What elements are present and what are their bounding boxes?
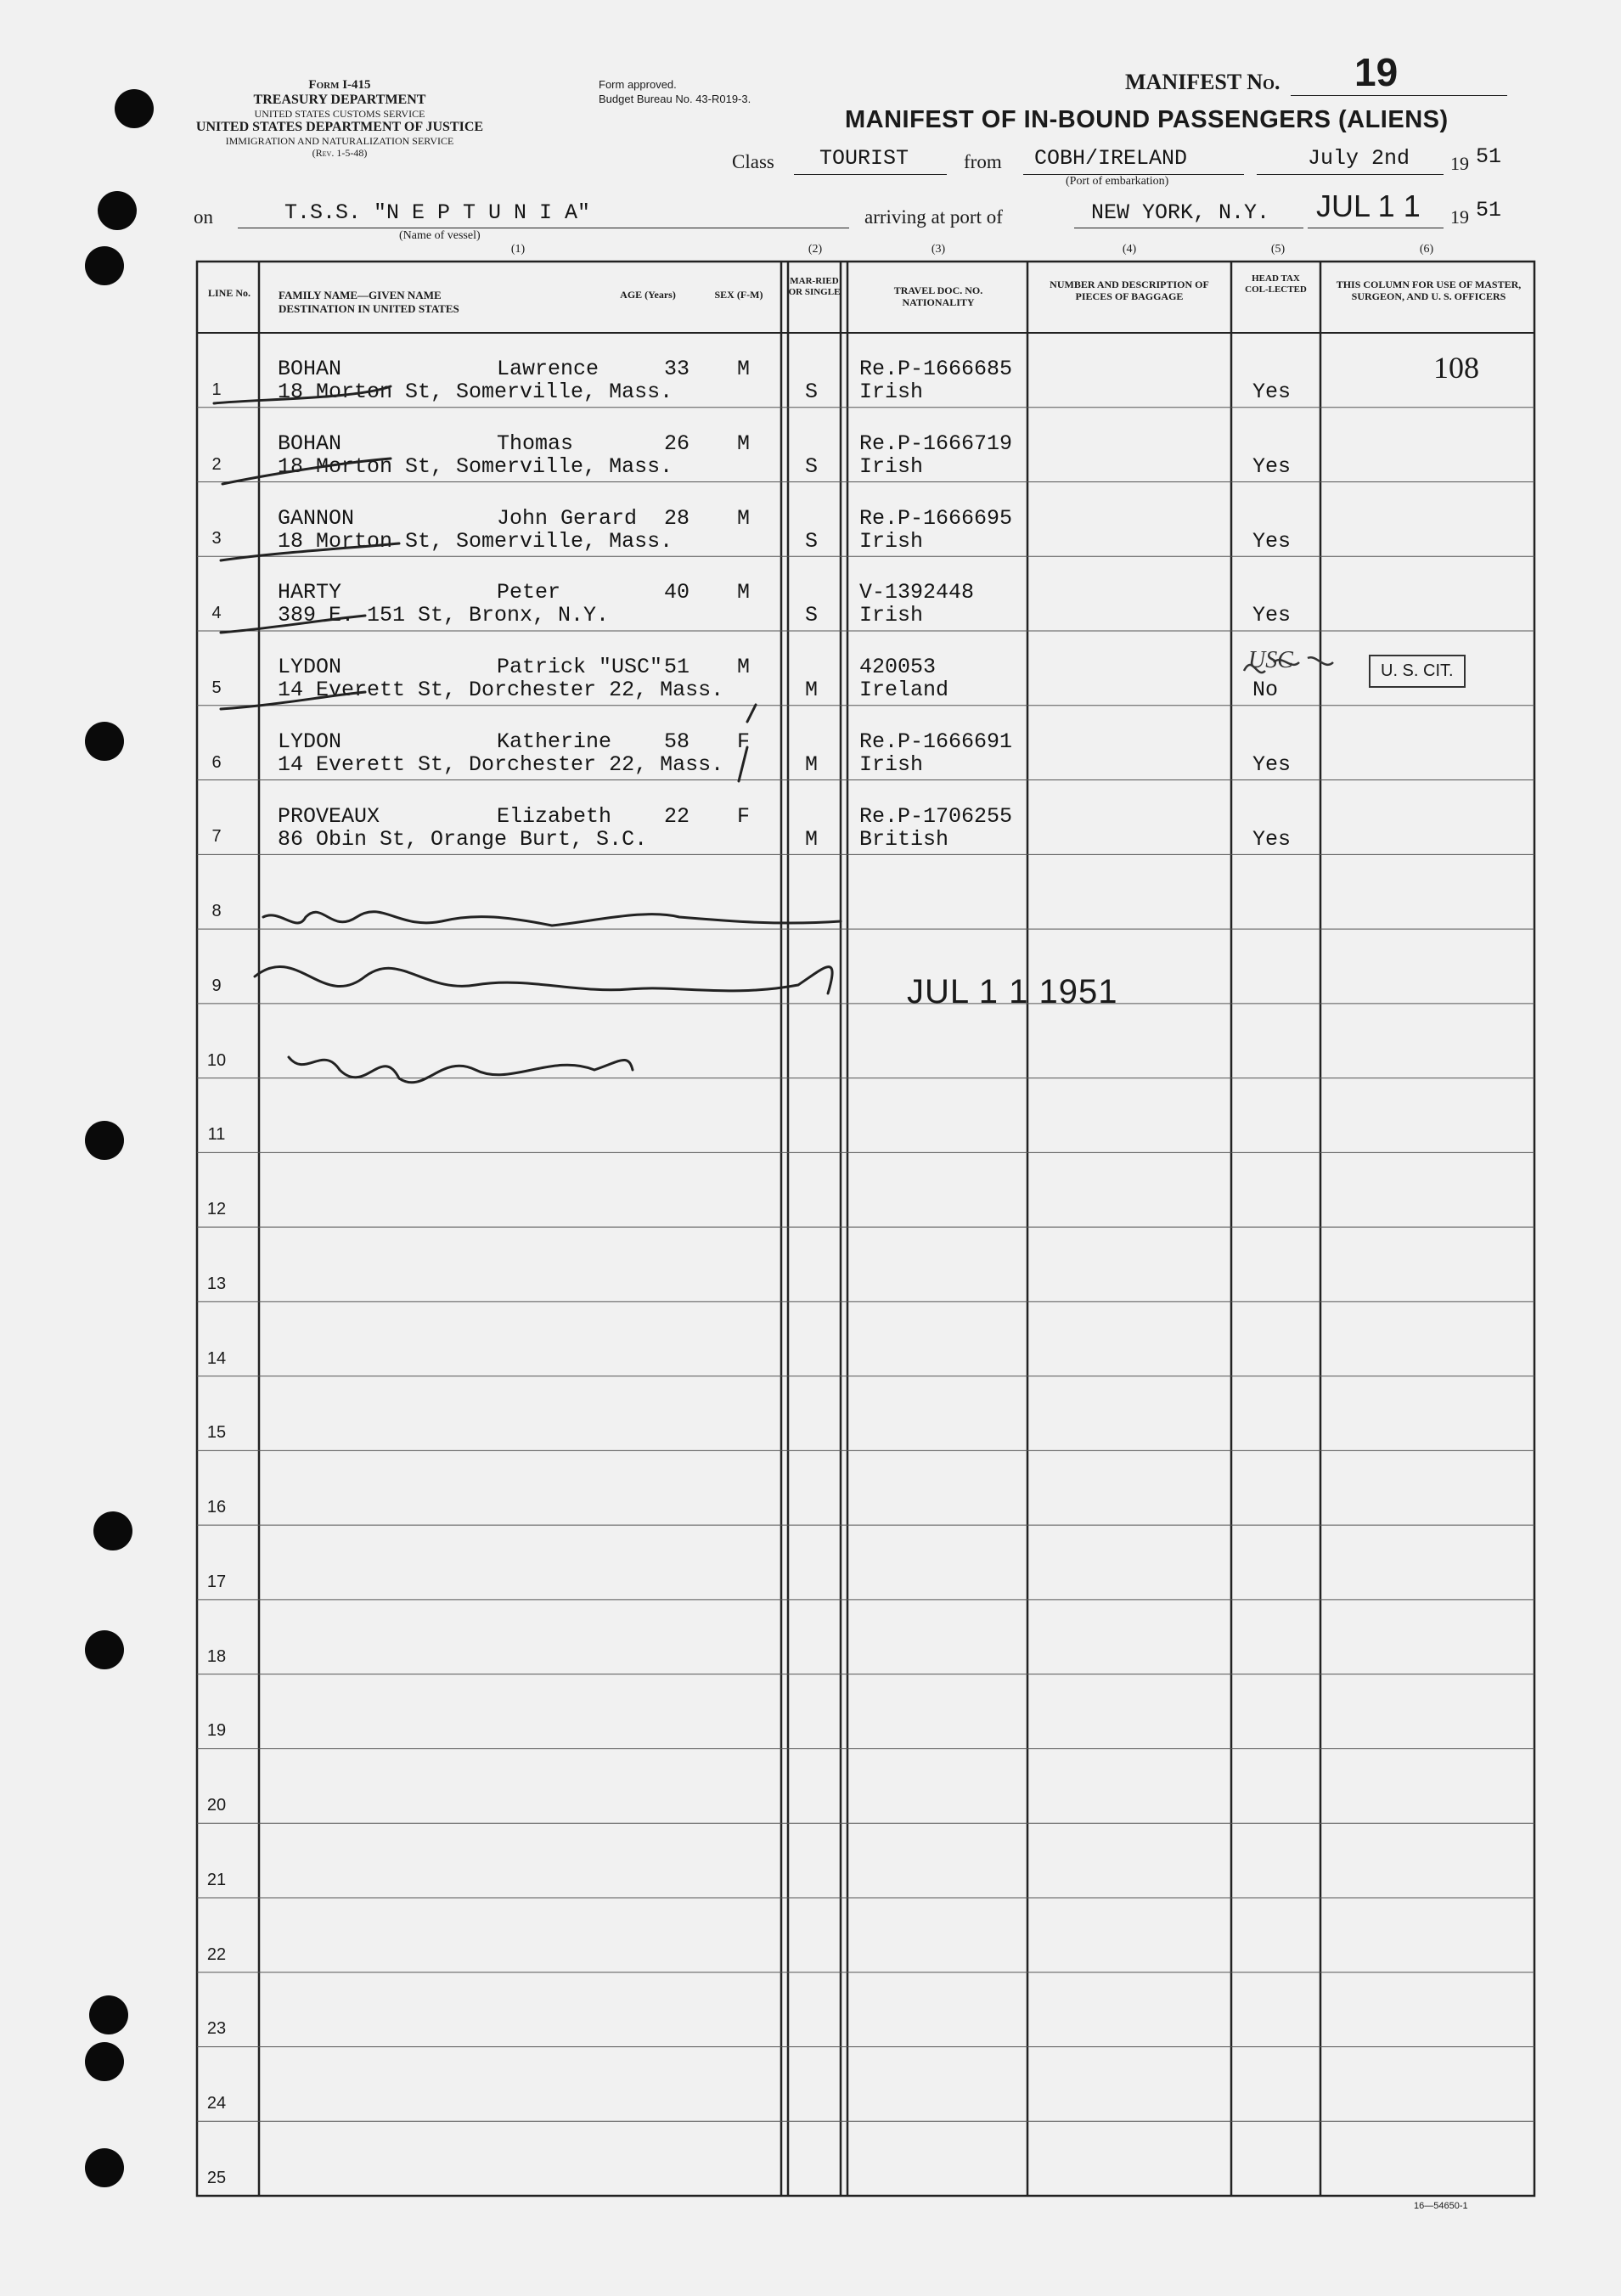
colnum-5: (5) xyxy=(1270,243,1286,256)
destination: 18 Morton St, Somerville, Mass. xyxy=(278,528,673,554)
sex: M xyxy=(737,430,751,456)
marital-status: S xyxy=(805,528,819,554)
arriving-label: arriving at port of xyxy=(864,206,1003,228)
manifest-number-label: MANIFEST No. xyxy=(1125,70,1280,94)
col-line-no: LINE No. xyxy=(207,287,250,299)
marital-status: M xyxy=(805,751,819,777)
travel-doc: 420053 xyxy=(859,655,937,680)
marital-status: M xyxy=(805,678,819,703)
arrival-date-stamp: JUL 1 1 xyxy=(1316,189,1421,223)
nationality: Ireland xyxy=(859,678,949,703)
line-number: 23 xyxy=(206,2019,227,2039)
given-name: Patrick "USC" xyxy=(497,655,663,680)
sex: M xyxy=(737,655,751,680)
given-name: Thomas xyxy=(497,430,574,456)
arrival-year-prefix: 19 xyxy=(1450,206,1469,228)
family-name: LYDON xyxy=(278,655,342,680)
line-number: 22 xyxy=(206,1944,227,1964)
arrival-port: NEW YORK, N.Y. xyxy=(1091,200,1270,225)
official-count: 108 xyxy=(1433,351,1479,385)
form-number: Form I-415 xyxy=(308,78,371,92)
family-name: BOHAN xyxy=(278,357,342,381)
line-number: 20 xyxy=(206,1796,227,1815)
sex: M xyxy=(737,505,751,531)
nationality: Irish xyxy=(859,603,924,628)
line-number: 6 xyxy=(211,752,222,772)
line-number: 10 xyxy=(206,1050,227,1070)
head-tax: Yes xyxy=(1252,603,1292,628)
head-tax: Yes xyxy=(1252,453,1292,479)
year-value: 51 xyxy=(1476,144,1502,169)
age: 22 xyxy=(664,803,690,829)
given-name: Lawrence xyxy=(497,357,599,381)
from-value: COBH/IRELAND xyxy=(1034,146,1188,171)
line-number: 2 xyxy=(211,454,222,474)
marital-status: S xyxy=(805,380,819,404)
col-official: THIS COLUMN FOR USE OF MASTER, SURGEON, AND U. S. OFFICERS xyxy=(1336,279,1522,303)
col-destination: DESTINATION IN UNITED STATES xyxy=(279,302,459,315)
age: 33 xyxy=(664,357,690,381)
line-number: 11 xyxy=(207,1125,226,1145)
head-tax: Yes xyxy=(1252,380,1292,404)
line-number: 7 xyxy=(211,827,222,847)
col-sex: SEX (F-M) xyxy=(714,289,763,301)
line-number: 15 xyxy=(206,1423,227,1443)
line-number: 1 xyxy=(211,380,222,399)
family-name: HARTY xyxy=(278,580,342,605)
from-label: from xyxy=(964,151,1002,172)
destination: 86 Obin St, Orange Burt, S.C. xyxy=(278,826,648,852)
line-number: 24 xyxy=(206,2094,227,2113)
destination: 18 Morton St, Somerville, Mass. xyxy=(278,380,673,404)
travel-doc: Re.P-1666719 xyxy=(859,430,1013,456)
col-travel-doc: TRAVEL DOC. NO. NATIONALITY xyxy=(893,284,983,309)
line-number: 16 xyxy=(206,1498,227,1517)
marital-status: M xyxy=(805,826,819,852)
col-age: AGE (Years) xyxy=(620,289,676,301)
line-number: 19 xyxy=(206,1721,227,1741)
travel-doc: Re.P-1666685 xyxy=(859,357,1013,381)
family-name: GANNON xyxy=(278,505,355,531)
age: 51 xyxy=(664,655,690,680)
age: 40 xyxy=(664,580,690,605)
year-prefix: 19 xyxy=(1450,153,1469,174)
citizenship-stamp: U. S. CIT. xyxy=(1369,655,1466,688)
manifest-number: 19 xyxy=(1354,50,1399,94)
col-name: FAMILY NAME—GIVEN NAME xyxy=(279,289,442,301)
head-tax: Yes xyxy=(1252,528,1292,554)
line-number: 17 xyxy=(206,1572,227,1591)
col-married: MAR-RIED OR SINGLE xyxy=(788,276,841,298)
customs-label: UNITED STATES CUSTOMS SERVICE xyxy=(254,107,425,120)
head-tax: No xyxy=(1252,678,1279,703)
budget-number: Budget Bureau No. 43-R019-3. xyxy=(599,92,751,105)
form-approved: Form approved. xyxy=(599,78,677,91)
revision-label: (Rev. 1-5-48) xyxy=(312,146,368,159)
line-number: 3 xyxy=(211,529,222,549)
line-number: 13 xyxy=(206,1274,227,1293)
sex: F xyxy=(737,729,751,754)
embarkation-caption: (Port of embarkation) xyxy=(1066,175,1169,188)
vessel-caption: (Name of vessel) xyxy=(399,229,481,242)
line-number: 14 xyxy=(206,1348,227,1368)
line-number: 18 xyxy=(206,1646,227,1666)
nationality: British xyxy=(859,826,949,852)
given-name: Elizabeth xyxy=(497,803,612,829)
nationality: Irish xyxy=(859,380,924,404)
col-baggage: NUMBER AND DESCRIPTION OF PIECES OF BAGGAGE xyxy=(1050,279,1209,303)
family-name: LYDON xyxy=(278,729,342,754)
treasury-label: TREASURY DEPARTMENT xyxy=(253,93,426,108)
colnum-3: (3) xyxy=(931,243,946,256)
departure-date: July 2nd xyxy=(1308,146,1410,171)
col-head-tax: HEAD TAX COL-LECTED xyxy=(1245,273,1307,295)
given-name: Peter xyxy=(497,580,561,605)
line-number: 8 xyxy=(211,902,222,921)
given-name: John Gerard xyxy=(497,505,638,531)
family-name: PROVEAUX xyxy=(278,803,380,829)
colnum-4: (4) xyxy=(1122,243,1137,256)
colnum-6: (6) xyxy=(1419,243,1434,256)
line-number: 25 xyxy=(206,2169,227,2187)
line-number: 12 xyxy=(206,1200,227,1219)
travel-doc: Re.P-1666695 xyxy=(859,505,1013,531)
destination: 389 E. 151 St, Bronx, N.Y. xyxy=(278,603,610,628)
family-name: BOHAN xyxy=(278,430,342,456)
travel-doc: Re.P-1706255 xyxy=(859,803,1013,829)
class-label: Class xyxy=(732,151,774,172)
line-number: 9 xyxy=(211,976,222,995)
age: 26 xyxy=(664,430,690,456)
footer-code: 16—54650-1 xyxy=(1414,2201,1468,2211)
manifest-title: MANIFEST OF IN-BOUND PASSENGERS (ALIENS) xyxy=(845,106,1449,133)
nationality: Irish xyxy=(859,528,924,554)
justice-label: UNITED STATES DEPARTMENT OF JUSTICE xyxy=(195,120,484,135)
destination: 14 Everett St, Dorchester 22, Mass. xyxy=(278,751,724,777)
head-tax: Yes xyxy=(1252,826,1292,852)
line-number: 5 xyxy=(211,678,222,697)
colnum-1: (1) xyxy=(510,243,526,256)
nationality: Irish xyxy=(859,751,924,777)
sex: M xyxy=(737,357,751,381)
age: 28 xyxy=(664,505,690,531)
on-label: on xyxy=(194,206,213,228)
nationality: Irish xyxy=(859,453,924,479)
marital-status: S xyxy=(805,453,819,479)
ins-label: IMMIGRATION AND NATURALIZATION SERVICE xyxy=(225,134,454,147)
marital-status: S xyxy=(805,603,819,628)
colnum-2: (2) xyxy=(808,243,823,256)
usc-annotation: USC xyxy=(1248,647,1293,673)
given-name: Katherine xyxy=(497,729,612,754)
sex: M xyxy=(737,580,751,605)
destination: 14 Everett St, Dorchester 22, Mass. xyxy=(278,678,724,703)
head-tax: Yes xyxy=(1252,751,1292,777)
line-number: 21 xyxy=(206,1870,227,1889)
destination: 18 Morton St, Somerville, Mass. xyxy=(278,453,673,479)
age: 58 xyxy=(664,729,690,754)
line-number: 4 xyxy=(211,604,222,623)
class-value: TOURIST xyxy=(819,146,909,171)
sex: F xyxy=(737,803,751,829)
vessel-name: T.S.S. "N E P T U N I A" xyxy=(284,200,591,225)
travel-doc: Re.P-1666691 xyxy=(859,729,1013,754)
travel-doc: V-1392448 xyxy=(859,580,975,605)
arrival-year: 51 xyxy=(1476,198,1502,222)
date-stamp: JUL 1 1 1951 xyxy=(907,973,1118,1010)
